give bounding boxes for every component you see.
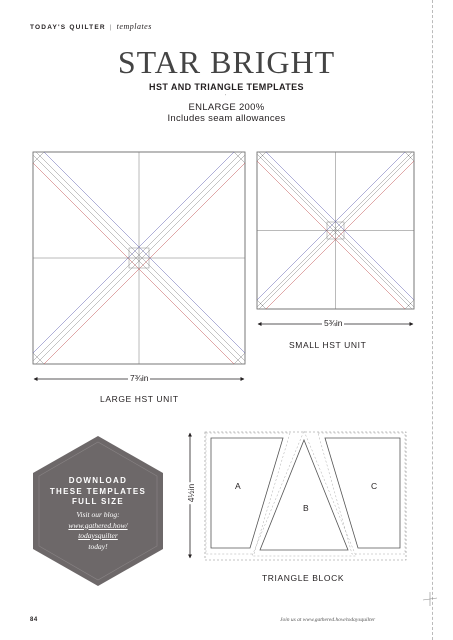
large-unit-label: LARGE HST UNIT — [100, 394, 179, 404]
piece-b-label: B — [303, 503, 309, 513]
seam-allowance-note: Includes seam allowances — [167, 113, 286, 124]
promo-link-1[interactable]: www.gathered.how/ — [68, 520, 128, 530]
header-separator: | — [109, 24, 113, 31]
small-unit-label: SMALL HST UNIT — [289, 340, 367, 350]
triangle-block-dimension: 4½in — [186, 483, 197, 503]
page-number: 84 — [30, 617, 38, 623]
page-title: STAR BRIGHT — [117, 44, 336, 80]
piece-a-shape — [211, 438, 283, 548]
promo-line1: DOWNLOAD — [68, 476, 128, 485]
promo-line3: FULL SIZE — [72, 497, 124, 506]
promo-visit: Visit our blog: — [76, 510, 120, 519]
page-subtitle: HST AND TRIANGLE TEMPLATES — [149, 82, 304, 92]
triangle-block-template — [205, 431, 406, 560]
promo-today: today! — [88, 541, 108, 551]
small-hst-template — [257, 152, 414, 309]
promo-heading — [33, 476, 163, 508]
promo-body — [33, 510, 163, 552]
piece-b-shape — [260, 440, 348, 550]
enlarge-instruction: ENLARGE 200% — [188, 102, 265, 113]
triangle-block-label: TRIANGLE BLOCK — [262, 573, 345, 583]
large-hst-template — [33, 152, 245, 364]
promo-link-2[interactable]: todaysquilter — [78, 531, 118, 540]
small-unit-dimension: 5¾in — [324, 318, 343, 328]
piece-c-label: C — [371, 481, 378, 491]
magazine-name: TODAY'S QUILTER — [30, 24, 106, 31]
section-name: templates — [116, 22, 152, 31]
piece-c-shape — [325, 438, 400, 548]
promo-line2: THESE TEMPLATES — [49, 486, 147, 496]
piece-a-label: A — [235, 481, 241, 491]
download-promo[interactable] — [33, 436, 163, 586]
subtitle-tick: ' — [225, 94, 226, 100]
footer-tagline: Join us at www.gathered.how/todaysquilter — [280, 617, 376, 623]
large-unit-dimension: 7¾in — [130, 373, 149, 383]
